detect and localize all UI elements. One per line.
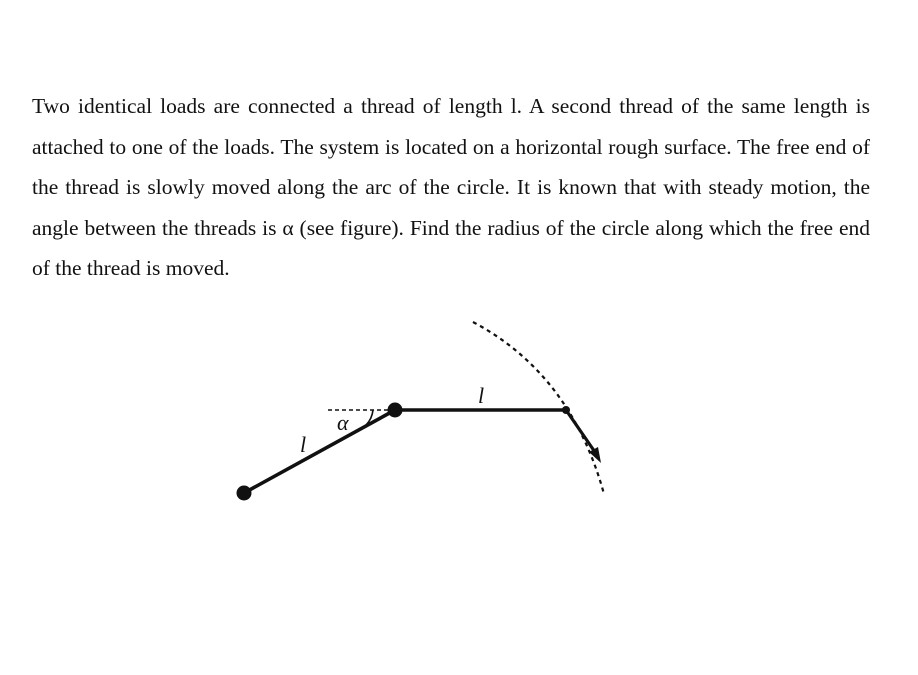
free-end-motion-line bbox=[566, 410, 597, 455]
circle-arc bbox=[473, 322, 604, 494]
load-1 bbox=[237, 486, 252, 501]
thread-left-length-label: l bbox=[300, 432, 307, 457]
angle-label: α bbox=[337, 410, 349, 435]
thread-between-loads bbox=[244, 410, 395, 493]
motion-arrow-icon bbox=[589, 447, 601, 463]
free-end-point bbox=[562, 406, 570, 414]
problem-statement: Two identical loads are connected a thread of length l. A second thread of the same length is attached to one of the loads. The system is located on a horizontal rough surface. The free end of the thread is slowly moved along the arc of the circle. It is known that with steady motion, the angle between the threads is α (see figure). Find the radius of the circle along which the free end of the thread is moved. bbox=[32, 94, 870, 280]
thread-right-length-label: l bbox=[478, 383, 485, 408]
load-2 bbox=[388, 403, 403, 418]
